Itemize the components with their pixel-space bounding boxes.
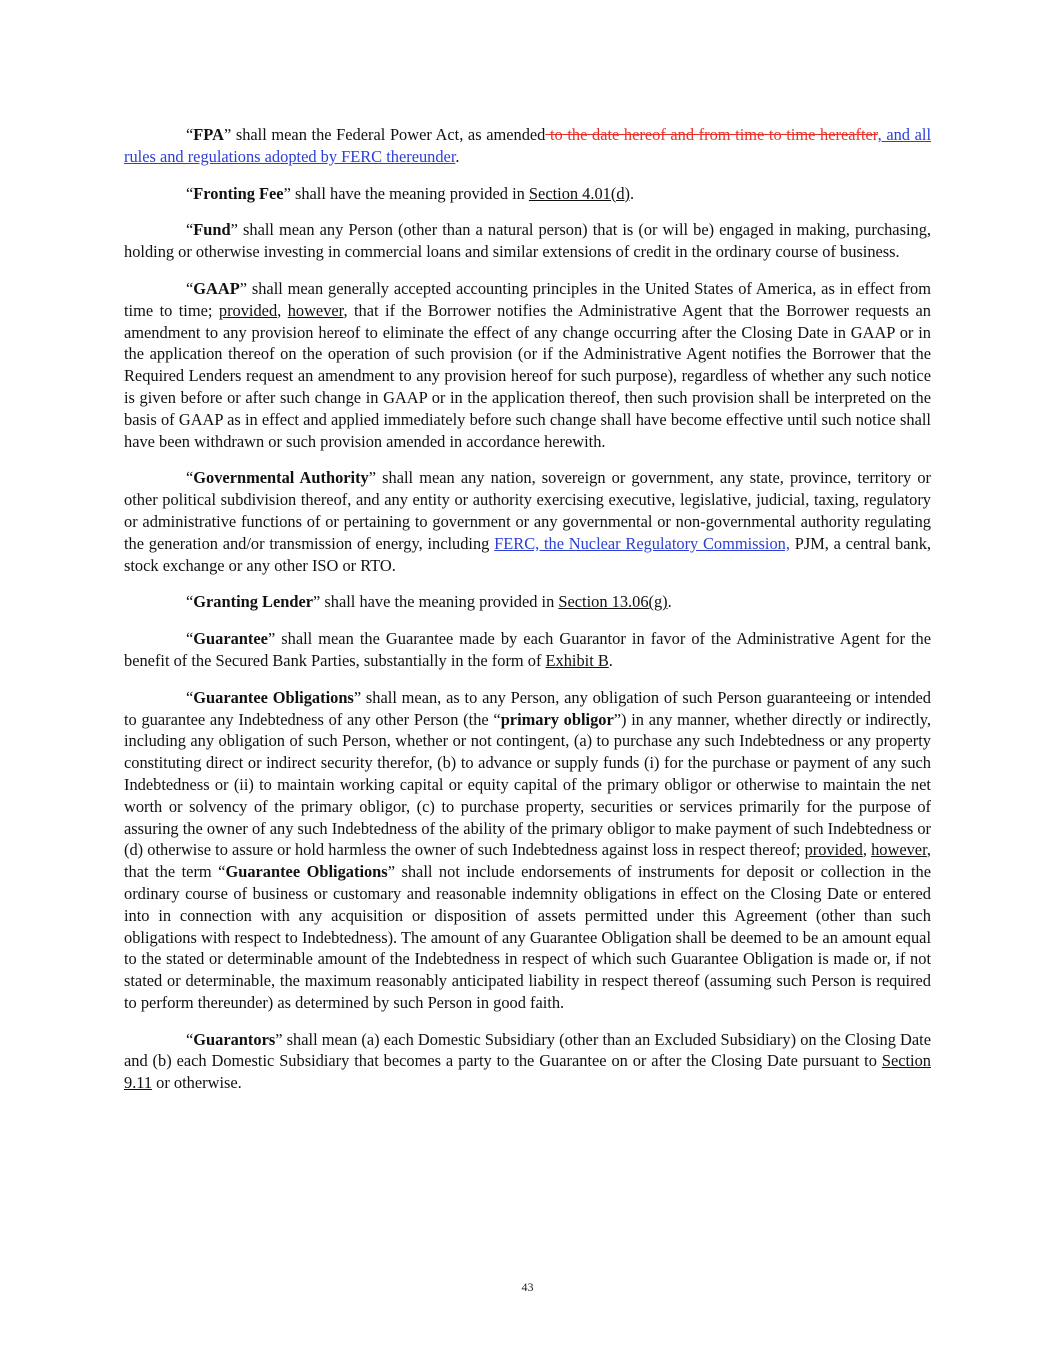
- section-reference: Section 9.11: [124, 1051, 931, 1093]
- definition-gaap: “GAAP” shall mean generally accepted accounting principles in the United States of America, as in effect from time to time; provided, however, that if the Borrower notifies the Administrative Agent that the Borrower requests an amendment to any provision hereof to eliminate the effect of any change occurring after the Closing Date in GAAP or in the application thereof on the operation of such provision (or if the Administrative Agent notifies the Borrower that the Required Lenders request an amendment to any provision hereof for such purpose), regardless of whether any such notice is given before or after such change in GAAP or in the application thereof, then such provision shall be interpreted on the basis of GAAP as in effect and applied immediately before such change shall have become effective until such notice shall have been withdrawn or such provision amended in accordance herewith.: [124, 278, 931, 451]
- exhibit-reference: Exhibit B: [545, 650, 609, 670]
- definition-text: ”) in any manner, whether directly or indirectly, including any obligation of such Person, whether or not contingent, (a) to purchase any such Indebtedness or any property constituting direct or indirect security therefor, (b) to advance or supply funds (i) for the purchase or payment of any such Indebtedness or (ii) to maintain working capital or equity capital of the primary obligor or otherwise to maintain the net worth or solvency of the primary obligor, (c) to purchase property, securities or services primarily for the purpose of assuring the owner of any such Indebtedness of the ability of the primary obligor to make payment of such Indebtedness or (d) otherwise to assure or hold harmless the owner of such Indebtedness against loss in respect thereof;: [124, 709, 932, 860]
- definition-guarantors: “Guarantors” shall mean (a) each Domestic Subsidiary (other than an Excluded Subsidiary) on the Closing Date and (b) each Domestic Subsidiary that becomes a party to the Guarantee on or after the Closing Date pursuant to Section 9.11 or otherwise.: [124, 1029, 931, 1093]
- definition-fpa: “FPA” shall mean the Federal Power Act, as amended to the date hereof and from time to time hereafter, and all rules and regulations adopted by FERC thereunder.: [124, 125, 931, 166]
- definition-text: PJM, a central bank, stock exchange or any other ISO or RTO.: [124, 533, 931, 575]
- defined-term: Guarantee Obligations: [193, 687, 354, 707]
- document-page: [124, 124, 931, 1109]
- however-term: however: [871, 840, 927, 860]
- definition-text: ” shall mean any Person (other than a natural person) that is (or will be) engaged in making, purchasing, holding or otherwise investing in commercial loans and similar extensions of credit in the ordinary course of business.: [124, 220, 931, 262]
- definition-granting-lender: “Granting Lender” shall have the meaning provided in Section 13.06(g).: [186, 592, 672, 612]
- inserted-text: , and all rules and regulations adopted by FERC thereunder: [124, 125, 931, 166]
- definition-text: , that if the Borrower notifies the Administrative Agent that the Borrower requests an amendment to any provision hereof to eliminate the effect of any change occurring after the Closing Date in GAAP or in the application thereof on the operation of such provision (or if the Administrative Agent notifies the Borrower that the Required Lenders request an amendment to any provision hereof for such purpose), regardless of whether any such notice is given before or after such change in GAAP or in the application thereof, then such provision shall be interpreted on the basis of GAAP as in effect and applied immediately before such change shall have become effective until such notice shall have been withdrawn or such provision amended in accordance herewith.: [124, 300, 931, 451]
- deleted-text: to the date hereof and from time to time hereafter: [545, 125, 878, 144]
- defined-term: FPA: [193, 125, 224, 144]
- definition-text: ” shall mean any nation, sovereign or government, any state, province, territory or other political subdivision thereof, and any entity or authority exercising executive, legislative, judicial, taxing, regulatory or administrative functions of or pertaining to government or any governmental or non-governmental authority regulating the generation and/or transmission of energy, including: [124, 468, 931, 553]
- definition-text: ,: [862, 840, 872, 860]
- definition-text: ” shall mean generally accepted accounting principles in the United States of America, as in effect from time to time;: [124, 278, 931, 320]
- definition-text: .: [667, 592, 672, 612]
- defined-term: Fund: [193, 220, 231, 240]
- defined-term: Guarantee Obligations: [225, 862, 388, 882]
- section-reference: Section 13.06(g): [558, 592, 668, 612]
- defined-term: GAAP: [193, 278, 240, 298]
- definition-text: ” shall not include endorsements of instruments for deposit or collection in the ordinary course of business or customary and reasonable indemnity obligations in effect on the Closing Date or entered into in connection with any acquisition or disposition of assets permitted under this Agreement (other than such obligations with respect to Indebtedness). The amount of any Guarantee Obligation shall be deemed to be an amount equal to the stated or determinable amount of the Indebtedness in respect of which such Guarantee Obligation is made or, if not stated or determinable, the maximum reasonably anticipated liability in respect thereof (assuming such Person is required to perform thereunder) as determined by such Person in good faith.: [124, 862, 931, 1012]
- definition-text: .: [455, 146, 460, 166]
- definition-fronting-fee: “Fronting Fee” shall have the meaning provided in Section 4.01(d).: [186, 183, 635, 203]
- definition-text: ,: [277, 300, 288, 320]
- definition-governmental-authority: “Governmental Authority” shall mean any nation, sovereign or government, any state, province, territory or other political subdivision thereof, and any entity or authority exercising executive, legislative, judicial, taxing, regulatory or administrative functions of or pertaining to government or any governmental or non-governmental authority regulating the generation and/or transmission of energy, including FERC, the Nuclear Regulatory Commission, PJM, a central bank, stock exchange or any other ISO or RTO.: [124, 468, 931, 575]
- defined-term: Guarantee: [193, 629, 268, 649]
- defined-term: Granting Lender: [193, 592, 314, 612]
- definition-fund: “Fund” shall mean any Person (other than a natural person) that is (or will be) engaged in making, purchasing, holding or otherwise investing in commercial loans and similar extensions of credit in the ordinary course of business.: [124, 220, 931, 262]
- defined-term: Governmental Authority: [193, 468, 369, 488]
- definition-text: ” shall mean the Federal Power Act, as amended: [223, 125, 546, 144]
- definition-text: , that the term “: [124, 840, 931, 882]
- provided-term: provided: [218, 300, 278, 320]
- provided-term: provided: [804, 840, 863, 860]
- definition-text: or otherwise.: [152, 1073, 242, 1093]
- defined-term: Guarantors: [193, 1029, 276, 1049]
- definition-text: .: [629, 183, 635, 203]
- defined-term: primary obligor: [500, 709, 614, 729]
- definition-guarantee-obligations: “Guarantee Obligations” shall mean, as to any Person, any obligation of such Person guaranteeing or intended to guarantee any Indebtedness of any other Person (the “primary obligor”) in any manner, whether directly or indirectly, including any obligation of such Person, whether or not contingent, (a) to purchase any such Indebtedness or any property constituting direct or indirect security therefor, (b) to advance or supply funds (i) for the purchase or payment of any such Indebtedness or (ii) to maintain working capital or equity capital of the primary obligor or otherwise to maintain the net worth or solvency of the primary obligor, (c) to purchase property, securities or services primarily for the purpose of assuring the owner of any such Indebtedness of the ability of the primary obligor to make payment of such Indebtedness or (d) otherwise to assure or hold harmless the owner of such Indebtedness against loss in respect thereof; provided, however, that the term “Guarantee Obligations” shall not include endorsements of instruments for deposit or collection in the ordinary course of business or customary and reasonable indemnity obligations in effect on the Closing Date or entered into in connection with any acquisition or disposition of assets permitted under this Agreement (other than such obligations with respect to Indebtedness). The amount of any Guarantee Obligation shall be deemed to be an amount equal to the stated or determinable amount of the Indebtedness in respect of which such Guarantee Obligation is made or, if not stated or determinable, the maximum reasonably anticipated liability in respect thereof (assuming such Person is required to perform thereunder) as determined by such Person in good faith.: [124, 687, 932, 1012]
- defined-term: Fronting Fee: [193, 183, 284, 203]
- however-term: however: [287, 300, 344, 320]
- inserted-text: FERC, the Nuclear Regulatory Commission,: [494, 533, 790, 553]
- definition-guarantee: “Guarantee” shall mean the Guarantee made by each Guarantor in favor of the Administrative Agent for the benefit of the Secured Bank Parties, substantially in the form of Exhibit B.: [124, 629, 931, 670]
- definition-text: ” shall mean, as to any Person, any obligation of such Person guaranteeing or intended to guarantee any Indebtedness of any other Person (the “: [124, 687, 931, 729]
- definition-text: .: [608, 650, 613, 670]
- definition-text: ” shall have the meaning provided in: [313, 592, 559, 612]
- definition-text: ” shall mean the Guarantee made by each Guarantor in favor of the Administrative Agent for the benefit of the Secured Bank Parties, substantially in the form of: [124, 629, 931, 670]
- section-reference: Section 4.01(d): [528, 183, 630, 203]
- definition-text: ” shall have the meaning provided in: [283, 183, 529, 203]
- page-number: 43: [521, 1280, 534, 1294]
- definition-text: ” shall mean (a) each Domestic Subsidiary (other than an Excluded Subsidiary) on the Closing Date and (b) each Domestic Subsidiary that becomes a party to the Guarantee on or after the Closing Date pursuant to: [124, 1029, 931, 1071]
